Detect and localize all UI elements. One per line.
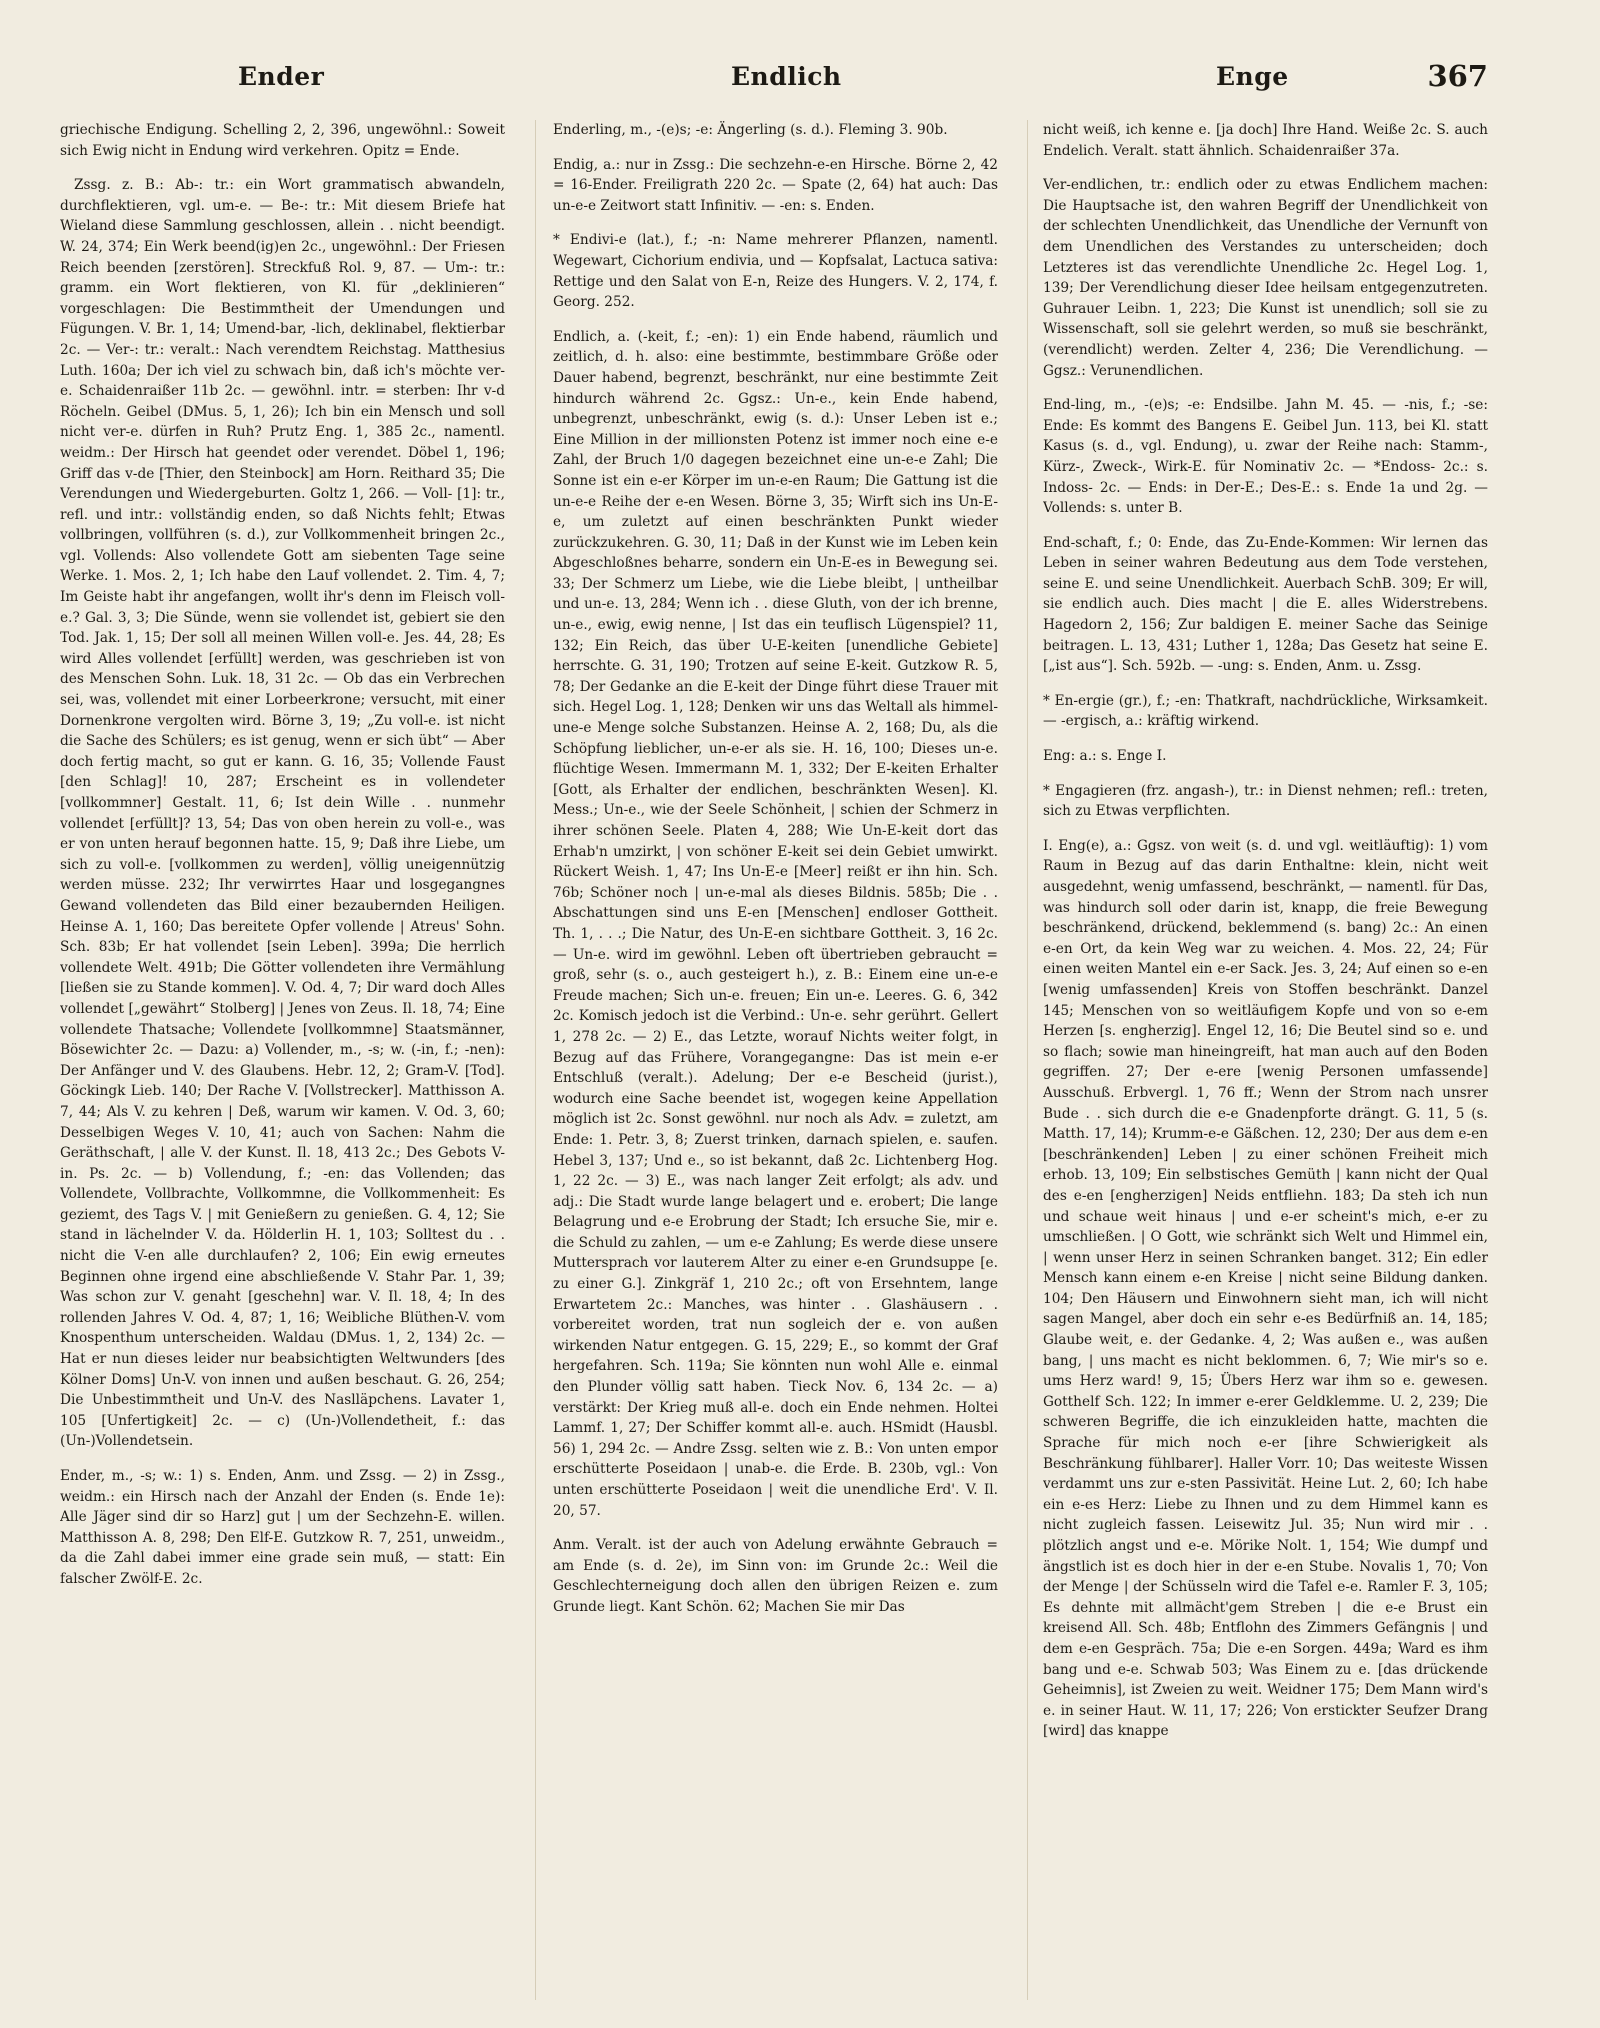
- entry-engagieren: * Engagieren (frz. angash-), tr.: in Dienst nehmen; refl.: treten, sich zu Etwas verpflichten.: [1043, 782, 1488, 820]
- left-running-head: Ender: [238, 62, 325, 91]
- column-right: [1043, 120, 1488, 2000]
- entry-paragraph: nicht weiß, ich kenne e. [ja doch] Ihre Hand. Weiße 2c. S. auch Endelich. Veralt. statt ähnlich. Schaidenraißer 37a.: [1043, 122, 1488, 159]
- column-divider: [535, 120, 536, 2000]
- entry-verendlichen: Ver-endlichen, tr.: endlich oder zu etwas Endlichem machen: Die Hauptsache ist, den wahren Begriff der Unendlichkeit von der schlechten Unendlichkeit, das Unendliche der Vernunft von dem Unendlichen des Verstandes zu unterscheiden; doch Letzteres ist das verendlichte Unendliche 2c. Hegel Log. 1, 139; Der Verendlichung dieser Idee heilsam entgegenzutreten. Guhrauer Leibn. 1, 223; Die Kunst ist unendlich; soll sie zu Wissenschaft, soll sie gelehrt werden, so muß sie beschränkt, (verendlicht) werden. Zelter 4, 236; Die Verendlichung. — Ggsz.: Verunendlichen.: [1043, 177, 1488, 379]
- entry-paragraph: Zssg. z. B.: Ab-: tr.: ein Wort grammatisch abwandeln, durchflektieren, vgl. um-e. — Be-: tr.: Mit diesem Briefe hat Wieland diese Sammlung geschlossen, allein . . nicht beendigt. W. 24, 374; Ein Werk beend(ig)en 2c., ungewöhnl.: Der Friesen Reich beenden [zerstören]. Streckfuß Rol. 9, 87. — Um-: tr.: gramm. ein Wort flektieren, von Kl. für „deklinieren“ vorgeschlagen: Die Bestimmtheit der Umendungen und Fügungen. V. Br. 1, 14; Umend-bar, -lich, deklinabel, flektierbar 2c. — Ver-: tr.: veralt.: Nach verendtem Reichstag. Matthesius Luth. 160a; Der ich viel zu schwach bin, daß ich's möchte ver-e. Schaidenraißer 11b 2c. — gewöhnl. intr. = sterben: Ihr v-d Röcheln. Geibel (DMus. 5, 1, 26); Ich bin ein Mensch und soll nicht ver-e. dürfen in Ruh? Prutz Eng. 1, 385 2c., namentl. weidm.: Der Hirsch hat geendet oder verendet. Döbel 1, 196; Griff das v-de [Thier, den Steinbock] am Horn. Reithard 35; Die Verendungen und Wiedergeburten. Goltz 1, 266. — Voll- [1]: tr., refl. und intr.: vollständig enden, so daß Nichts fehlt; Etwas vollbringen, vollführen (s. d.), zur Vollkommenheit bringen 2c., vgl. Vollends: Also vollendete Gott am siebenten Tage seine Werke. 1. Mos. 2, 1; Ich habe den Lauf vollendet. 2. Tim. 4, 7; Im Geiste habt ihr angefangen, wollt ihr's denn im Fleisch voll-e.? Gal. 3, 3; Die Sünde, wenn sie vollendet ist, gebiert sie den Tod. Jak. 1, 15; Der soll all meinen Willen voll-e. Jes. 44, 28; Es wird Alles vollendet [erfüllt] werden, was geschrieben ist von des Menschen Sohn. Luk. 18, 31 2c. — Ob das ein Verbrechen sei, was, vollendet mit einer Lorbeerkrone; versucht, mit einer Dornenkrone vergolten wird. Börne 3, 19; „Zu voll-e. ist nicht die Sache des Schülers; es ist genug, wenn er sich übt“ — Aber doch fertig macht, so gut er kann. G. 16, 35; Vollende Faust [den Schlag]! 10, 287; Erscheint es in vollendeter [vollkommner] Gestalt. 11, 6; Ist dein Wille . . nunmehr vollendet [erfüllt]? 13, 54; Das von oben herein zu voll-e., was er von unten herauf begonnen hatte. 15, 9; Daß ihre Liebe, um sich zu voll-e. [vollkommen zu werden], völlig uneigennützig werden müsse. 232; Ihr verwirrtes Haar und losgegangnes Gewand vollendeten das Bild einer bezaubernden Heiligen. Heinse A. 1, 160; Das bereitete Opfer vollende | Atreus' Sohn. Sch. 83b; Er hat vollendet [sein Leben]. 399a; Die herrlich vollendete Welt. 491b; Die Götter vollendeten ihre Vermählung [ließen sie zu Stande kommen]. V. Od. 4, 7; Dir ward doch Alles vollendet [„gewährt“ Stolberg] | Jenes von Zeus. Il. 18, 74; Eine vollendete Thatsache; Vollendete [vollkommne] Staatsmänner, Bösewichter 2c. — Dazu: a) Vollender, m., -s; w. (-in, f.; -nen): Der Anfänger und V. des Glaubens. Hebr. 12, 2; Gram-V. [Tod]. Göckingk Lieb. 140; Der Rache V. [Vollstrecker]. Matthisson A. 7, 44; Als V. zu kehren | Deß, warum wir kamen. V. Od. 3, 60; Desselbigen Weges V. 10, 41; auch von Sachen: Nahm die Geräthschaft, | alle V. der Kunst. Il. 18, 413 2c.; Des Gebots V-in. Ps. 2c. — b) Vollendung, f.; -en: das Vollenden; das Vollendete, Vollbrachte, Vollkommne, die Vollkommenheit: Es geziemt, des Tags V. | mit Genießern zu genießen. G. 4, 12; Sie stand in lächelnder V. da. Hölderlin H. 1, 103; Solltest du . . nicht die V-en alle durchlaufen? 2, 106; Ein ewig erneutes Beginnen ohne irgend eine abschließende V. Stahr Par. 1, 39; Was schon zur V. genaht [geschehn] war. V. Il. 18, 4; In des rollenden Jahres V. Od. 4, 87; 1, 16; Weibliche Blüthen-V. vom Knospenthum unterscheiden. Waldau (DMus. 1, 2, 134) 2c. — Hat er nun dieses leider nur beabsichtigten Weltwunders [des Kölner Doms] Un-V. von innen und außen beschaut. G. 26, 254; Die Unbestimmtheit und Un-V. des Naslläpchens. Lavater 1, 105 [Unfertigkeit] 2c. — c) (Un-)Vollendetheit, f.: das (Un-)Vollendetsein.: [60, 177, 505, 1450]
- entry-endivie: * Endivi-e (lat.), f.; -n: Name mehrerer Pflanzen, namentl. Wegewart, Cichorium endivia, und — Kopfsalat, Lactuca sativa: Rettige und den Salat von E-n, Reize des Hungers. V. 2, 174, f. Georg. 252.: [553, 232, 998, 311]
- column-divider: [1027, 120, 1028, 2000]
- column-left: [60, 120, 505, 2000]
- column-middle: [553, 120, 998, 2000]
- entry-paragraph: griechische Endigung. Schelling 2, 2, 396, ungewöhnl.: Soweit sich Ewig nicht in Endung wird verkehren. Opitz = Ende.: [60, 122, 505, 159]
- right-running-head: Enge: [1216, 62, 1289, 91]
- entry-enderling: Enderling, m., -(e)s; -e: Ängerling (s. d.). Fleming 3. 90b.: [553, 122, 948, 138]
- entry-endig: Endig, a.: nur in Zssg.: Die sechzehn-e-en Hirsche. Börne 2, 42 = 16-Ender. Freiligrath 220 2c. — Spate (2, 64) hat auch: Das un-e-e Zeitwort statt Infinitiv. — -en: s. Enden.: [553, 156, 998, 214]
- page-header: [58, 59, 1488, 102]
- entry-endling: End-ling, m., -(e)s; -e: Endsilbe. Jahn M. 45. — -nis, f.; -se: Ende: Es kommt des Bangens E. Geibel Jun. 113, bei Kl. statt Kasus (s. d., vgl. Endung), u. zwar der Reihe nach: Stamm-, Kürz-, Zweck-, Wirk-E. für Nominativ 2c. — *Endoss- 2c.: s. Indoss- 2c. — Ends: in Der-E.; Des-E.: s. Ende 1a und 2g. — Vollends: s. unter B.: [1043, 397, 1488, 517]
- entry-ender: Ender, m., -s; w.: 1) s. Enden, Anm. und Zssg. — 2) in Zssg., weidm.: ein Hirsch nach der Anzahl der Enden (s. Ende 1e): Alle Jäger sind dir so Harz] gut | um der Sechzehn-E. willen. Matthisson A. 8, 298; Den Elf-E. Gutzkow R. 7, 251, unweidm., da die Zahl dabei immer eine grade sein muß, — statt: Ein falscher Zwölf-E. 2c.: [60, 1468, 505, 1587]
- entry-energie: * En-ergie (gr.), f.; -en: Thatkraft, nachdrückliche, Wirksamkeit. — -ergisch, a.: kräftig wirkend.: [1043, 692, 1488, 730]
- entry-eng: Eng: a.: s. Enge I.: [1043, 748, 1167, 765]
- entry-endschaft: End-schaft, f.; 0: Ende, das Zu-Ende-Kommen: Wir lernen das Leben in seiner wahren Bedeutung aus dem Tode verstehen, seine E. und seine Unendlichkeit. Auerbach SchB. 309; Er will, sie endlich auch. Dies macht | die E. alles Widerstrebens. Hagedorn 2, 156; Zur baldigen E. meiner Sache das Seinige beitragen. L. 13, 431; Luther 1, 128a; Das Gesetz hat seine E. [„ist aus“]. Sch. 592b. — -ung: s. Enden, Anm. u. Zssg.: [1043, 534, 1488, 675]
- page-number: 367: [1427, 59, 1488, 93]
- entry-endlich: Endlich, a. (-keit, f.; -en): 1) ein Ende habend, räumlich und zeitlich, d. h. also: eine bestimmte, bestimmbare Größe oder Dauer habend, begrenzt, beschränkt, nur eine bestimmte Zeit hindurch während 2c. Ggsz.: Un-e., kein Ende habend, unbegrenzt, unbeschränkt, ewig (s. d.): Unser Leben ist e.; Eine Million in der millionsten Potenz ist immer noch eine e-e Zahl, der Bruch 1/0 dagegen bezeichnet eine un-e-e Zahl; Die Sonne ist ein e-er Körper im un-e-en Raum; Die Gattung ist die un-e-e Reihe der e-en Wesen. Börne 3, 35; Wirft sich ins Un-E-e, um zuletzt auf einen beschränkten Punkt wieder zurückzukehren. G. 30, 11; Daß in der Kunst wie im Leben kein Abgeschloßnes beharre, sondern ein Un-E-es in Bewegung sei. 33; Der Schmerz um Liebe, wie die Liebe bleibt, | untheilbar und un-e. 13, 284; Wenn ich . . diese Gluth, von der ich brenne, un-e., ewig, ewig nenne, | Ist das ein teuflisch Lügenspiel? 11, 132; Ein Reich, das über U-E-keiten [unendliche Gebiete] herrschte. G. 31, 190; Trotzen auf seine E-keit. Gutzkow R. 5, 78; Der Gedanke an die E-keit der Dinge führt diese Trauer mit sich. Hegel Log. 1, 128; Denken wir uns das Weltall als himmel-une-e Menge solche Substanzen. Heinse A. 2, 168; Du, als die Schöpfung lieblicher, un-e-er als sie. H. 16, 100; Dieses un-e. flüchtige Wesen. Immermann M. 1, 332; Der E-keiten Erhalter [Gott, als Erhalter der endlichen, beschränkten Wesen]. Kl. Mess.; Un-e., wie der Seele Schönheit, | schien der Schmerz in ihrer schönen Seele. Platen 4, 288; Wie Un-E-keit dort das Erhab'n umzirkt, | von schöner E-keit sei dein Gebiet umwirkt. Rückert Weish. 1, 47; Ins Un-E-e [Meer] reißt er ihn hin. Sch. 76b; Schöner noch | un-e-mal als dieses Bildnis. 585b; Die . . Abschattungen sind uns E-en [Menschen] endloser Gottheit. Th. 1, . . .; Die Natur, des Un-E-en sichtbare Gottheit. 3, 16 2c. — Un-e. wird im gewöhnl. Leben oft übertrieben gebraucht = groß, sehr (s. o., auch gesteigert h.), z. B.: Einem eine un-e-e Freude machen; Sich un-e. freuen; Ein un-e. Leeres. G. 6, 342 2c. Komisch jedoch ist die Verbind.: Un-e. sehr gerührt. Gellert 1, 278 2c. — 2) E., das Letzte, worauf Nichts weiter folgt, in Bezug auf das Frühere, Vorangegangne: Das ist mein e-er Entschluß (veralt.). Adelung; Der e-e Bescheid (jurist.), wodurch eine Sache beendet ist, wogegen keine Appellation möglich ist 2c. Sonst gewöhnl. nur noch als Adv. = zuletzt, am Ende: 1. Petr. 3, 8; Zuerst trinken, darnach spielen, e. saufen. Hebel 3, 137; Und e., so ist bekannt, daß 2c. Lichtenberg Hog. 1, 22 2c. — 3) E., was nach langer Zeit erfolgt; als adv. und adj.: Die Stadt wurde lange belagert und e. erobert; Die lange Belagrung und e-e Erobrung der Stadt; Ich ersuche Sie, mir e. die Schuld zu zahlen, — um e-e Zahlung; Es werde diese unsere Muttersprach vor lauterem Alter zu einer e-en Grundsuppe [e. zu einer G.]. Zinkgräf 1, 210 2c.; oft von Ersehntem, lange Erwartetem 2c.: Manches, was hinter . . Glashäusern . . vorbereitet worden, trat nun sogleich der e. von außen wirkenden Natur entgegen. G. 15, 229; E., so kommt der Graf hergefahren. Sch. 119a; Sie könnten nun wohl Alle e. einmal den Plunder völlig satt haben. Tieck Nov. 6, 134 2c. — a) verstärkt: Der Krieg muß all-e. doch ein Ende nehmen. Holtei Lammf. 1, 27; Der Schiffer kommt all-e. auch. HSmidt (Hausbl. 56) 1, 294 2c. — Andre Zssg. selten wie z. B.: Von unten empor erschütterte Poseidaon | unab-e. die Erde. B. 230b, vgl.: Von unten erschütterte Poseidaon | weit die unendliche Erd'. V. Il. 20, 57.: [553, 328, 998, 1519]
- center-running-head: Endlich: [731, 62, 842, 91]
- note-anmerkung: Anm. Veralt. ist der auch von Adelung erwähnte Gebrauch = am Ende (s. d. 2e), im Sinn von: im Grunde 2c.: Weil die Geschlechterneigung doch allen den übrigen Reizen e. zum Grunde liegt. Kant Schön. 62; Machen Sie mir Das: [553, 1537, 998, 1615]
- entry-enge: I. Eng(e), a.: Ggsz. von weit (s. d. und vgl. weitläuftig): 1) vom Raum in Bezug auf das darin Enthaltne: klein, nicht weit ausgedehnt, wenig umfassend, beschränkt, — namentl. für Das, was hindurch soll oder darin ist, knapp, die freie Bewegung beschränkend, drückend, beklemmend (s. bang) 2c.: An einen e-en Ort, da kein Weg war zu weichen. 4. Mos. 22, 24; Für einen weiten Mantel ein e-er Sack. Jes. 3, 24; Auf einen so e-en [wenig umfassenden] Kreis von Stoffen beschränkt. Danzel 145; Menschen von so weitläufigem Kopfe und von so e-em Herzen [s. engherzig]. Engel 12, 16; Die Beutel sind so e. und so flach; sowie man hineingreift, hat man auch auf den Boden gegriffen. 27; Der e-ere [wenig Personen umfassende] Ausschuß. Erbvergl. 1, 76 ff.; Wenn der Strom nach unsrer Bude . . sich durch die e-e Gnadenpforte drängt. G. 11, 5 (s. Matth. 17, 14); Krumm-e-e Gäßchen. 12, 230; Der aus dem e-en [beschränkenden] Leben | zu einer schönen Freiheit mich erhob. 13, 109; Ein selbstisches Gemüth | kann nicht der Qual des e-en [engherzigen] Neids entfliehn. 183; Da steh ich nun und schaue weit hinaus | und e-er scheint's mich, e-er zu umschließen. | O Gott, wie schränkt sich Welt und Himmel ein, | wenn unser Herz in seinen Schranken banget. 312; Ein edler Mensch kann einem e-en Kreise | nicht seine Bildung danken. 104; Den Häusern und Einwohnern sieht man, ich will nicht sagen Mangel, aber doch ein sehr e-es Bedürfniß an. 14, 185; Glaube weit, e. der Gedanke. 4, 2; Was außen e., was außen bang, | uns macht es nicht beklommen. 6, 7; Wie mir's so e. ums Herz ward! 9, 15; Übers Herz war ihm so e. gewesen. Gotthelf Sch. 122; In immer e-erer Geldklemme. U. 2, 239; Die schweren Begriffe, die ich einzukleiden hatte, machten die Sprache für mich noch e-er [ihre Schwierigkeit als Beschränkung fühlbarer]. Haller Vorr. 10; Das weiteste Wissen verdammt uns zur e-sten Passivität. Heine Lut. 2, 60; Ich habe ein e-es Herz: Liebe zu Ihnen und zu dem Himmel kann es nicht zugleich fassen. Leisewitz Jul. 35; Nun wird mir . . plötzlich angst und e-e. Mörike Nolt. 1, 154; Wie dumpf und ängstlich ist es doch hier in der e-en Stube. Novalis 1, 70; Von der Menge | der Schüsseln wird die Tafel e-e. Ramler F. 3, 105; Es dehnte mit allmächt'gem Streben | die e-e Brust ein kreisend All. Sch. 48b; Entflohn des Zimmers Gefängnis | und dem e-en Gespräch. 75a; Die e-en Sorgen. 449a; Ward es ihm bang und e-e. Schwab 503; Was Einem zu e. [das drückende Geheimnis], ist Zweien zu weit. Weidner 175; Dem Mann wird's e. in seiner Haut. W. 11, 17; 226; Von erstickter Seufzer Drang [wird] das knappe: [1043, 837, 1488, 1740]
